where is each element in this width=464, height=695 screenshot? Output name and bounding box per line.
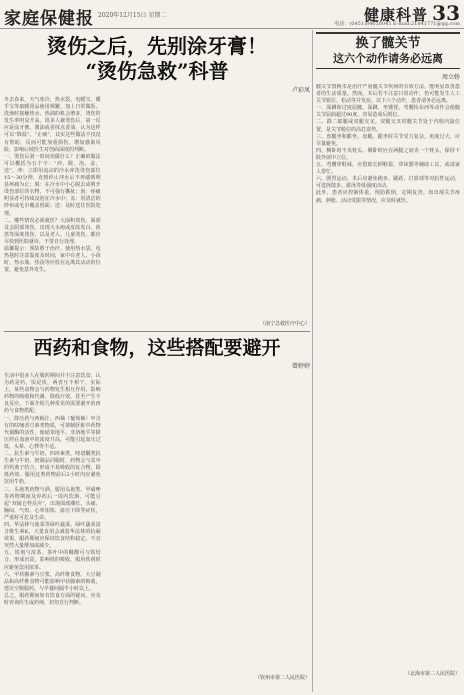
hip-paragraph: 四、侧卧时不夹枕头。侧卧时应在两腿之间夹一个枕头，保持下肢外展中立位。 (316, 147, 460, 161)
hip-byline: 周立娇 (441, 74, 460, 81)
contact-line: 电话：(0451)84650045 E-mail:21841771@qq.com (334, 21, 460, 27)
left-column (4, 32, 310, 692)
hip-headline-2: 这六个动作请务必远离 (333, 52, 443, 65)
burn-headline-2: “烫伤急救”科普 (85, 59, 229, 83)
hip-paragraph: 此外，患者应控制体重，预防跌倒，定期复查。如出现关节疼痛、肿胀、活动受限等情况，应及时就医。 (316, 190, 460, 204)
hip-paragraph: 一、深蹲和过度屈髋。深蹲、坐矮凳、弯腰捡东西等动作会使髋关节屈曲超过90度，容易造成后脱位。 (316, 105, 460, 119)
hip-headline-1: 换了髋关节 (355, 36, 421, 51)
drug-paragraph: 一、降压药与西柚汁。西柚（葡萄柚）中含有的呋喃香豆素类物质，可抑制肝脏中药物代谢酶的活性，使硝苯地平、非洛地平等降压药在血液中的浓度升高，可能引起血压过低、头晕、心悸等不适。 (4, 415, 101, 450)
hip-body (316, 84, 460, 669)
drug-paragraph: 二、抗生素与牛奶。四环素类、喹诺酮类抗生素与牛奶、奶制品同服时，药物会与其中的钙离子结合，形成不易吸收的复合物，降低药效。服用这类药物前后2小时内应避免饮用牛奶。 (4, 451, 101, 486)
burn-paragraph: 二、哪些情况必须就医？大面积烫伤、面部及会阴部烫伤、出现大水疱或皮肤发白、焦黑等深度烫伤，以及老人、儿童烫伤，都应尽快到医院就诊，不要自行处理。 (4, 217, 101, 245)
drug-paragraph: 三、头孢类药物与酒。服用头孢类、甲硝唑等药物期间及停药后一周内饮酒，可能引起“双硫仑样反应”，出现面部潮红、头痛、胸闷、气短、心率加快、血压下降等症状，严重时可危及生命。 (4, 486, 101, 521)
burn-paragraph: 冬去春来，天气寒冷，热水袋、电暖宝、暖手宝等取暖用品使用频繁，加上日常做饭、洗澡时接触热水、热油的机会增多，烫伤的发生率明显升高。很多人被烫伤后，第一反应是涂牙膏、酱油或者抹点香油，认为这样可以“降温”、“止痛”，其实这些做法不仅没有帮助，反而可能加重损伤，增加感染风险，影响后续医生对创面深度的判断。 (4, 97, 101, 153)
page-header (0, 0, 464, 29)
hip-credit: （北海市第二人民医院） (404, 671, 460, 677)
hip-paragraph: 髋关节置换术是治疗严重髋关节疾病的有效方法，能明显改善患者的生活质量。然而，术后若不注意日常动作，仍可能发生人工关节脱位、松动等并发症。以下六个动作，患者请务必远离。 (316, 84, 460, 105)
section-title: 健康科普 (363, 6, 428, 24)
hip-title-box (316, 32, 460, 69)
drug-paragraph: 四、华法林与菠菜等绿叶蔬菜。绿叶蔬菜富含维生素K，大量食用会减弱华法林的抗凝效果，服药期间应保持饮食结构稳定，不宜突然大量增加或减少。 (4, 521, 101, 550)
drug-paragraph: 六、甲状腺素与豆浆、高纤维食物。大豆制品和高纤维食物可能影响甲状腺素的吸收，建议空腹服药，与早餐间隔半小时以上。 (4, 571, 101, 592)
drug-body (4, 373, 310, 673)
drug-headline: 西药和食物，这些搭配要避开 (33, 337, 281, 359)
drug-byline: 曾婷婷 (291, 363, 310, 370)
burn-paragraph: 一、烫伤后第一时间该做什么？正确的做法可以概括为五个字：“冲、脱、泡、盖、送”。冲：立即用流动的冷水冲洗烫伤部位15～30分钟，直到停止冲水后不再感到明显疼痛为止；脱：在冷水中小心脱去或剪开烫伤部位的衣物，不可强行撕扯；泡：疼痛明显者可持续浸泡在冷水中；盖：用清洁的纱布或毛巾覆盖创面；送：及时送往医院处理。 (4, 153, 101, 217)
burn-credit: （南宁急救医疗中心） (259, 321, 310, 327)
newspaper-name: 家庭保健报 (4, 9, 94, 29)
drug-paragraph: 生活中很多人在服药期间并不注意饮食，认为药是药，饭是饭，两者互不相干。实际上，某些食物会与药物发生相互作用，影响药物的吸收和代谢，降低疗效，甚至产生不良反应。下面介绍几种常见的需要避开的西药与食物搭配。 (4, 373, 101, 415)
burn-paragraph: 温馨提示：预防胜于治疗。使用热水袋、电热毯时注意温度及时间，家中有老人、小孩时，热水瓶、热汤等应放在远离其活动的位置，避免意外发生。 (4, 245, 101, 274)
page-number: 33 (432, 1, 460, 25)
burn-headline-1: 烫伤之后，先别涂牙膏！ (47, 34, 267, 58)
issue-date: 2020年12月15日 星期二 (98, 12, 167, 19)
article-drug-food (4, 336, 310, 681)
hip-paragraph: 六、剧烈运动。术后应避免跑步、跳跃、打篮球等对抗性运动，可选择散步、游泳等低强度活动。 (316, 176, 460, 190)
burn-byline: 卢彩凤 (291, 87, 310, 94)
right-column (316, 32, 460, 692)
drug-paragraph: 五、铁剂与浓茶。茶叶中的鞣酸可与铁结合，形成沉淀，影响铁的吸收，服用铁剂时应避免饮用浓茶。 (4, 550, 101, 571)
drug-paragraph: 总之，服药期间如有饮食方面的疑问，应及时咨询医生或药师，切勿自行判断。 (4, 592, 101, 606)
burn-body (4, 97, 310, 319)
column-divider (312, 30, 313, 692)
hip-paragraph: 二、跷二郎腿或双腿交叉。双腿交叉时髋关节处于内收内旋位置，是关节脱位的高危姿势。 (316, 119, 460, 133)
hip-paragraph: 五、弯腰穿鞋袜。应借助长柄鞋拔、穿袜器等辅助工具，或请家人帮忙。 (316, 162, 460, 176)
hip-paragraph: 三、盘腿坐和跪坐。盘腿、跪坐时关节受力复杂，角度过大，应尽量避免。 (316, 133, 460, 147)
section-rule (4, 331, 310, 332)
drug-credit: （钦州市第二人民医院） (254, 675, 310, 681)
article-burn-first-aid (4, 34, 310, 327)
